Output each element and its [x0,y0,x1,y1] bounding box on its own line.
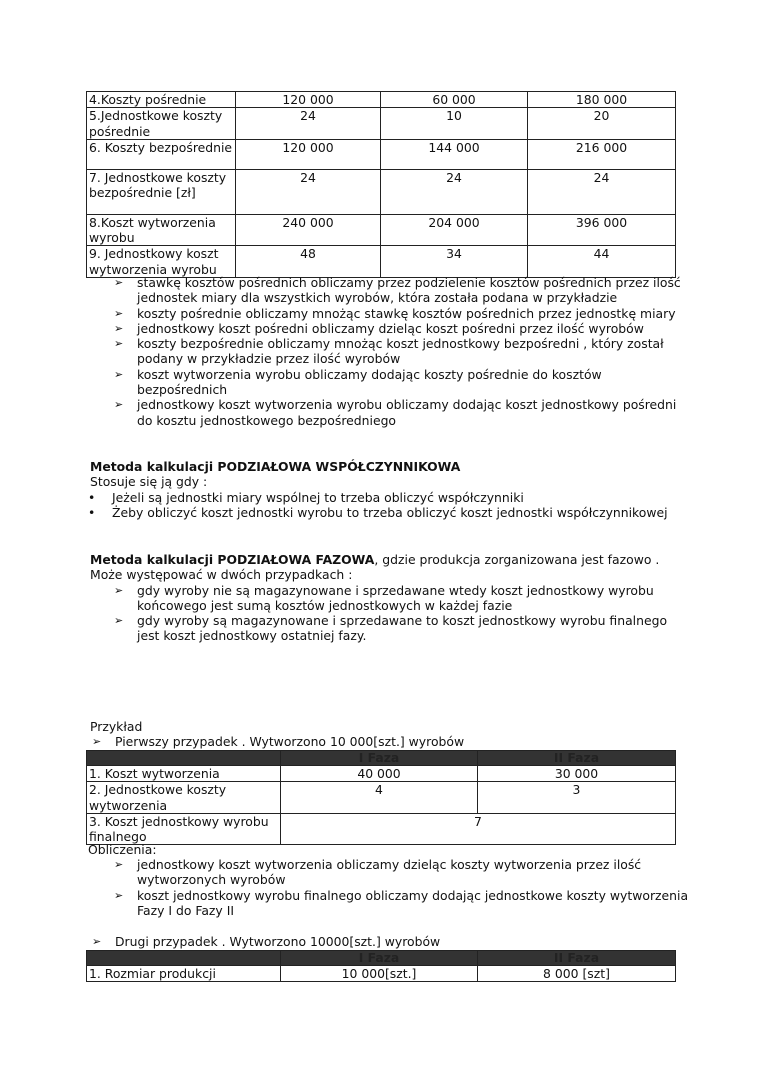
list-item-text: jednostkowy koszt wytworzenia wyrobu obliczamy dodając koszt jednostkowy pośredni do kosztu jednostkowego bezpośredniego [137,397,677,428]
arrow-bullet-icon: ➢ [114,321,124,335]
section-title: Metoda kalkulacji PODZIAŁOWA WSPÓŁCZYNNIKOWA [90,459,461,474]
bullet-dot-icon: • [88,489,96,505]
cell-value: 120 000 [236,92,381,108]
arrow-bullet-icon: ➢ [114,614,124,628]
cell-value: 10 [381,108,528,140]
calculation-notes-list [90,275,690,428]
column-header: II Faza [478,751,676,766]
arrow-bullet-icon: ➢ [114,858,124,871]
cell-value: 7 [281,813,676,845]
row-label: 5.Jednostkowe koszty pośrednie [87,108,236,140]
cell-value: 4 [281,782,478,814]
cell-value: 216 000 [528,139,676,169]
list-item [90,275,690,306]
list-item-text: gdy wyroby są magazynowane i sprzedawane to koszt jednostkowy wyrobu finalnego jest koszt jednostkowy ostatniej fazy. [137,613,668,644]
list-item [90,583,690,614]
row-label: 3. Koszt jednostkowy wyrobu finalnego [87,813,281,845]
cell-value: 144 000 [381,139,528,169]
row-label: 1. Rozmiar produkcji [87,966,281,982]
case2-heading [90,934,690,949]
table-header-row [87,751,676,766]
table-row [87,246,676,278]
column-header [87,751,281,766]
arrow-bullet-icon: ➢ [92,735,102,748]
table-row [87,108,676,140]
list-item [88,490,690,505]
arrow-bullet-icon: ➢ [114,367,124,381]
list-item [90,306,690,321]
list-item-text: Żeby obliczyć koszt jednostki wyrobu to trzeba obliczyć koszt jednostki współczynnikowej [112,504,668,520]
arrow-bullet-icon: ➢ [114,306,124,320]
cell-value: 180 000 [528,92,676,108]
column-header [87,951,281,966]
table-row [87,966,676,982]
column-header: I Faza [281,751,478,766]
arrow-bullet-icon: ➢ [114,276,124,289]
case2-text: Drugi przypadek . Wytworzono 10000[szt.] wyrobów [115,934,441,949]
table-row [87,139,676,169]
bullet-dot-icon: • [88,504,96,520]
table-row [87,214,676,246]
column-header: II Faza [478,951,676,966]
list-item-text: jednostkowy koszt wytworzenia obliczamy dzieląc koszty wytworzenia przez ilość wytworzonych wyrobów [137,857,642,888]
list-item-text: stawkę kosztów pośrednich obliczamy przez podzielenie kosztów pośrednich przez ilość jednostek miary dla wszystkich wyrobów, która została podana w przykładzie [137,275,681,306]
cell-value: 120 000 [236,139,381,169]
cell-value: 40 000 [281,766,478,782]
list-item [90,336,690,367]
list-item [90,321,690,336]
list-item-text: jednostkowy koszt pośredni obliczamy dzieląc koszt pośredni przez ilość wyrobów [137,320,644,336]
arrow-bullet-icon: ➢ [114,583,124,597]
cell-value: 396 000 [528,214,676,246]
arrow-bullet-icon: ➢ [92,935,102,948]
cell-value: 60 000 [381,92,528,108]
list-item-text: Jeżeli są jednostki miary wspólnej to trzeba obliczyć współczynniki [112,489,524,505]
cell-value: 3 [478,782,676,814]
row-label: 7. Jednostkowe koszty bezpośrednie [zł] [87,169,236,214]
example-label: Przykład [90,719,143,734]
case1-text: Pierwszy przypadek . Wytworzono 10 000[szt.] wyrobów [115,734,465,749]
table-header-row [87,951,676,966]
list-item-text: koszt jednostkowy wyrobu finalnego obliczamy dodając jednostkowe koszty wytworzenia Fazy I do Fazy II [137,887,689,918]
list-item [88,505,690,520]
calc-list [90,857,690,918]
case1-heading [90,734,690,749]
cell-value: 30 000 [478,766,676,782]
arrow-bullet-icon: ➢ [114,337,124,351]
section-intro: , gdzie produkcja zorganizowana jest fazowo . Może występować w dwóch przypadkach : [90,552,660,583]
list-item [90,888,690,919]
column-header: I Faza [281,951,478,966]
list-item [90,857,690,888]
cell-value: 34 [381,246,528,278]
row-label: 4.Koszty pośrednie [87,92,236,108]
list-item-text: koszty pośrednie obliczamy mnożąc stawkę kosztów pośrednich przez jednostkę miary [137,305,676,321]
cost-table [86,91,676,278]
cell-value: 48 [236,246,381,278]
section-title: Metoda kalkulacji PODZIAŁOWA FAZOWA [90,552,375,567]
cell-value: 24 [236,169,381,214]
phase-table-1 [86,750,676,845]
phase-table-2 [86,950,676,982]
row-label: 2. Jednostkowe koszty wytworzenia [87,782,281,814]
section-intro: Stosuje się ją gdy : [90,474,208,490]
arrow-bullet-icon: ➢ [114,398,124,412]
table-row [87,766,676,782]
cell-value: 10 000[szt.] [281,966,478,982]
cell-value: 24 [236,108,381,140]
cell-value: 24 [381,169,528,214]
row-label: 1. Koszt wytworzenia [87,766,281,782]
cell-value: 20 [528,108,676,140]
section-coefficient-method [90,459,690,520]
list-item [90,613,690,644]
row-label: 9. Jednostkowy koszt wytworzenia wyrobu [87,246,236,278]
cell-value: 204 000 [381,214,528,246]
list-item [90,367,690,398]
section-phase-method [90,552,690,644]
cell-value: 24 [528,169,676,214]
table-row [87,92,676,108]
row-label: 6. Koszty bezpośrednie [87,139,236,169]
row-label: 8.Koszt wytworzenia wyrobu [87,214,236,246]
cell-value: 8 000 [szt] [478,966,676,982]
calc-label: Obliczenia: [88,842,157,857]
list-item-text: gdy wyroby nie są magazynowane i sprzedawane wtedy koszt jednostkowy wyrobu końcowego jest sumą kosztów jednostkowych w każdej fazie [137,582,654,613]
table-row [87,169,676,214]
table-row [87,782,676,814]
cell-value: 240 000 [236,214,381,246]
list-item [90,397,690,428]
cell-value: 44 [528,246,676,278]
table-row [87,813,676,845]
list-item-text: koszty bezpośrednie obliczamy mnożąc koszt jednostkowy bezpośredni , który został podany w przykładzie przez ilość wyrobów [137,336,664,367]
arrow-bullet-icon: ➢ [114,888,124,902]
list-item-text: koszt wytworzenia wyrobu obliczamy dodając koszty pośrednie do kosztów bezpośrednich [137,366,602,398]
